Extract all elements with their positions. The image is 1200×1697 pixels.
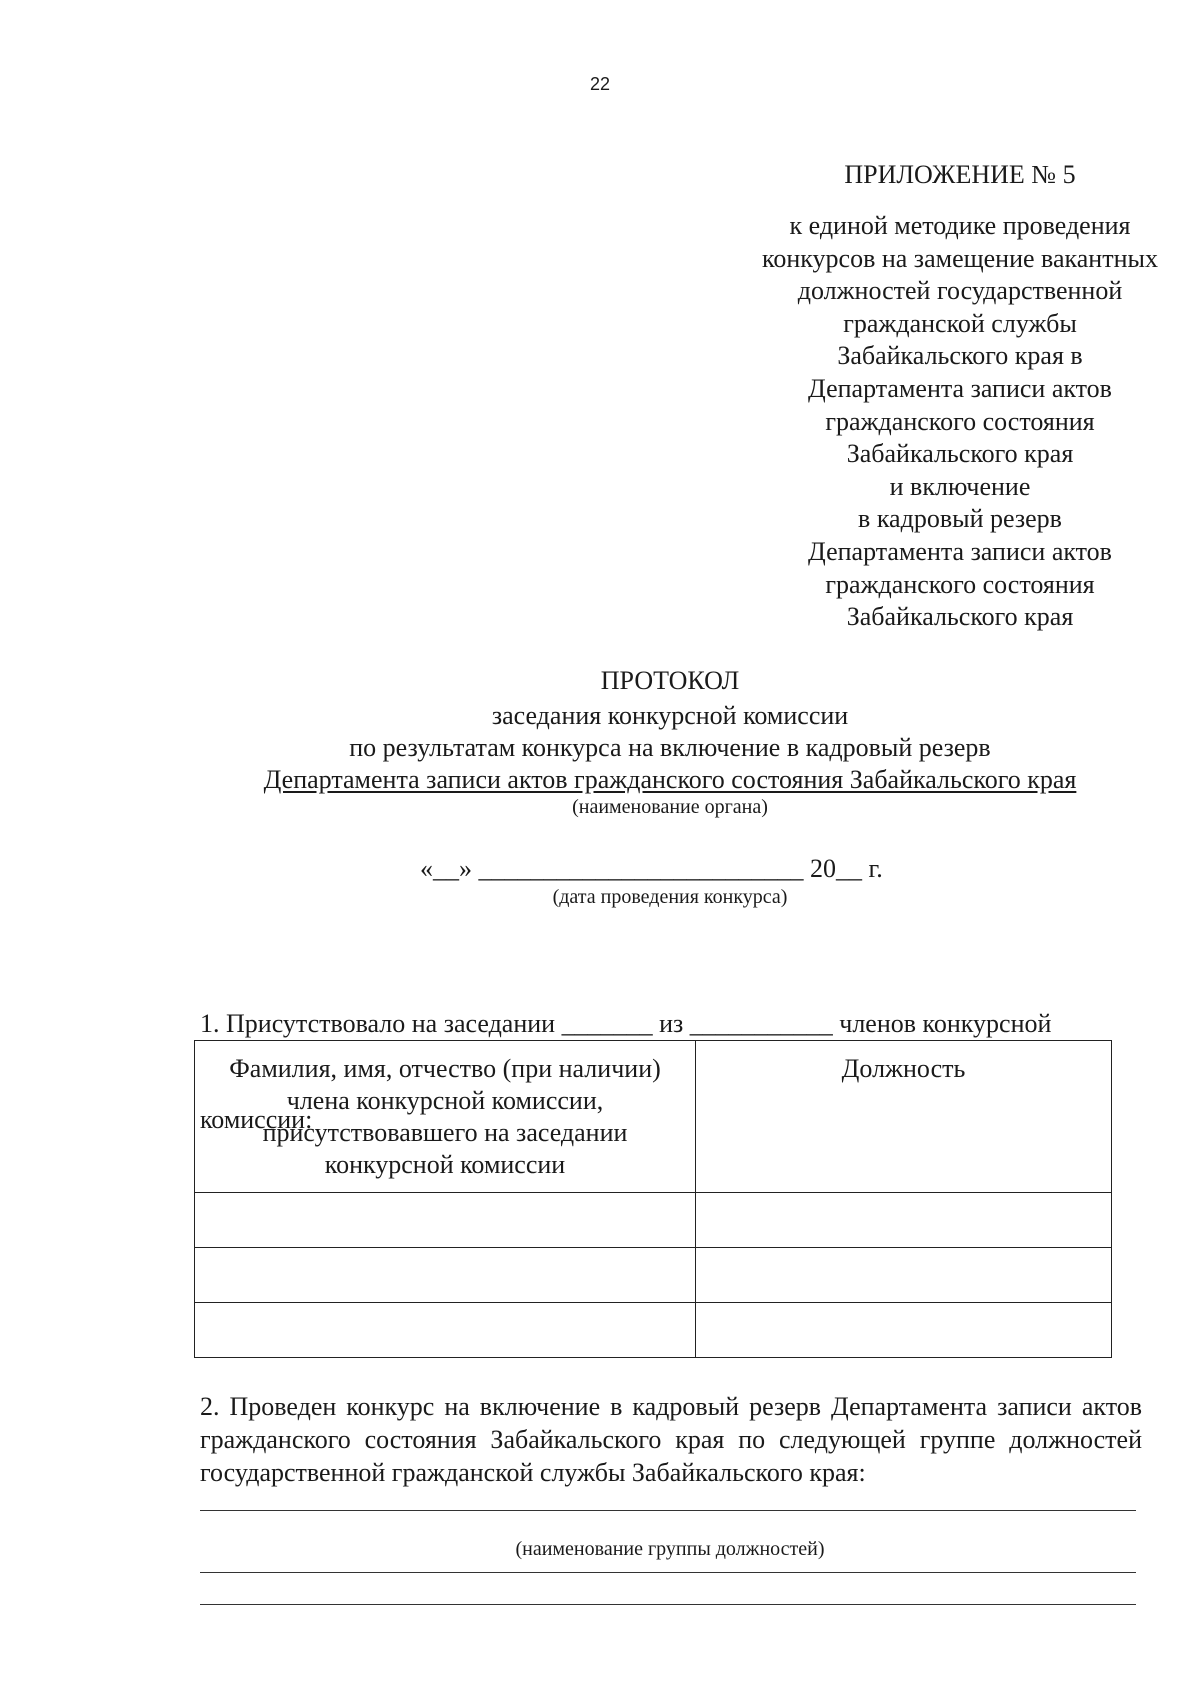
protocol-line: по результатам конкурса на включение в кадровый резерв — [349, 733, 991, 762]
appendix-line: Забайкальского края в — [837, 341, 1083, 371]
appendix-line: к единой методике проведения — [789, 211, 1131, 240]
table-cell — [195, 1193, 696, 1248]
contest-paragraph: 2. Проведен конкурс на включение в кадровый резерв Департамента записи актов гражданского состояния Забайкальского края по следующей группе должностей государственной гражданской службы Забайкальского края: — [200, 1392, 1142, 1487]
table-row — [195, 1303, 1112, 1358]
blank-line — [200, 1572, 1136, 1573]
protocol-line: заседания конкурсной комиссии — [491, 701, 849, 730]
appendix-line: должностей государственной — [797, 276, 1123, 306]
appendix-line: гражданского состояния — [825, 406, 1095, 436]
attendance-line: 1. Присутствовало на заседании _______ из ___________ членов конкурсной — [200, 1009, 1052, 1038]
appendix-line: гражданской службы — [843, 308, 1077, 338]
table-cell — [195, 1303, 696, 1358]
organization-name: Департамента записи актов гражданского состояния Забайкальского края — [263, 765, 1077, 794]
appendix-line: Забайкальского края — [846, 602, 1074, 632]
group-caption: (наименование группы должностей) — [515, 1538, 825, 1560]
protocol-subtitle — [0, 700, 1200, 796]
appendix-subtitle — [690, 210, 1200, 634]
attendance-line: комиссии: — [200, 1105, 313, 1134]
table-header-row — [195, 1041, 1112, 1193]
table-row — [195, 1248, 1112, 1303]
organization-caption: (наименование органа) — [572, 796, 768, 818]
page-number: 22 — [589, 74, 611, 94]
table-cell — [696, 1193, 1112, 1248]
table-row — [195, 1193, 1112, 1248]
table-cell — [696, 1248, 1112, 1303]
appendix-line: в кадровый резерв — [858, 504, 1062, 534]
table-cell — [195, 1248, 696, 1303]
header-full-name: Фамилия, имя, отчество (при наличии) члена конкурсной комиссии, присутствовавшего на заседании конкурсной комиссии — [195, 1041, 696, 1193]
blank-line — [200, 1604, 1136, 1605]
appendix-line: Забайкальского края — [846, 439, 1074, 469]
appendix-line: гражданского состояния — [825, 569, 1095, 599]
protocol-title: ПРОТОКОЛ — [600, 666, 740, 695]
appendix-line: Департамента записи актов — [808, 536, 1112, 566]
date-caption: (дата проведения конкурса) — [552, 886, 788, 908]
appendix-line: конкурсов на замещение вакантных — [762, 243, 1158, 273]
appendix-line: и включение — [889, 471, 1031, 501]
appendix-line: Департамента записи актов — [808, 373, 1112, 403]
appendix-title: ПРИЛОЖЕНИЕ № 5 — [844, 160, 1076, 189]
date-line: «__» _________________________ 20__ г. — [420, 854, 883, 883]
header-position: Должность — [696, 1041, 1112, 1193]
table-cell — [696, 1303, 1112, 1358]
members-table — [194, 1040, 1112, 1358]
group-name-line — [200, 1510, 1136, 1511]
